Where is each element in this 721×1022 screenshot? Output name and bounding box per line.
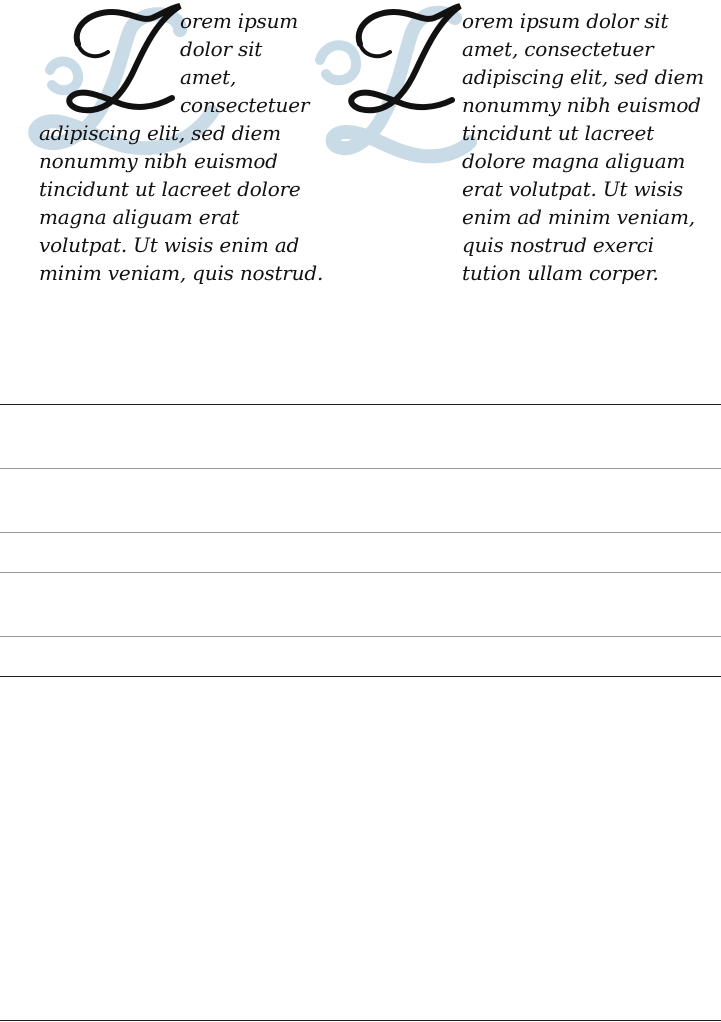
paragraph-line: tincidunt ut lacreet dolore	[39, 177, 301, 201]
table-row-divider	[0, 636, 721, 637]
table-bottom-rule	[0, 676, 721, 677]
paragraph-line: volutpat. Ut wisis enim ad	[39, 233, 300, 257]
paragraph-line: adipiscing elit, sed diem	[39, 121, 281, 145]
paragraph-line: adipiscing elit, sed diem	[462, 65, 704, 89]
paragraph-line: orem ipsum	[180, 9, 299, 33]
paragraph-line: erat volutpat. Ut wisis	[462, 177, 683, 201]
table-row-divider	[0, 468, 721, 469]
paragraph-line: nonummy nibh euismod	[462, 93, 701, 117]
table-top-rule	[0, 404, 721, 405]
paragraph-line: consectetuer	[180, 93, 310, 117]
paragraph-line: orem ipsum dolor sit	[462, 9, 669, 33]
paragraph-line: tincidunt ut lacreet	[462, 121, 654, 145]
drop-cap-example-left	[30, 0, 324, 300]
table-row-divider	[0, 532, 721, 533]
paragraph-line: enim ad minim veniam,	[462, 205, 695, 229]
table-row-divider	[0, 572, 721, 573]
page-footer-rule	[0, 1020, 721, 1021]
paragraph-line: amet,	[180, 65, 237, 89]
paragraph-line: amet, consectetuer	[462, 37, 654, 61]
paragraph-line: nonummy nibh euismod	[39, 149, 278, 173]
paragraph-line: dolor sit	[180, 37, 263, 61]
paragraph-line: minim veniam, quis nostrud.	[39, 261, 324, 285]
drop-cap-example-right	[320, 0, 704, 300]
paragraph-line: quis nostrud exerci	[462, 233, 654, 257]
paragraph-line: dolore magna aliguam	[462, 149, 686, 173]
paragraph-line: magna aliguam erat	[39, 205, 240, 229]
paragraph-line: tution ullam corper.	[462, 261, 659, 285]
